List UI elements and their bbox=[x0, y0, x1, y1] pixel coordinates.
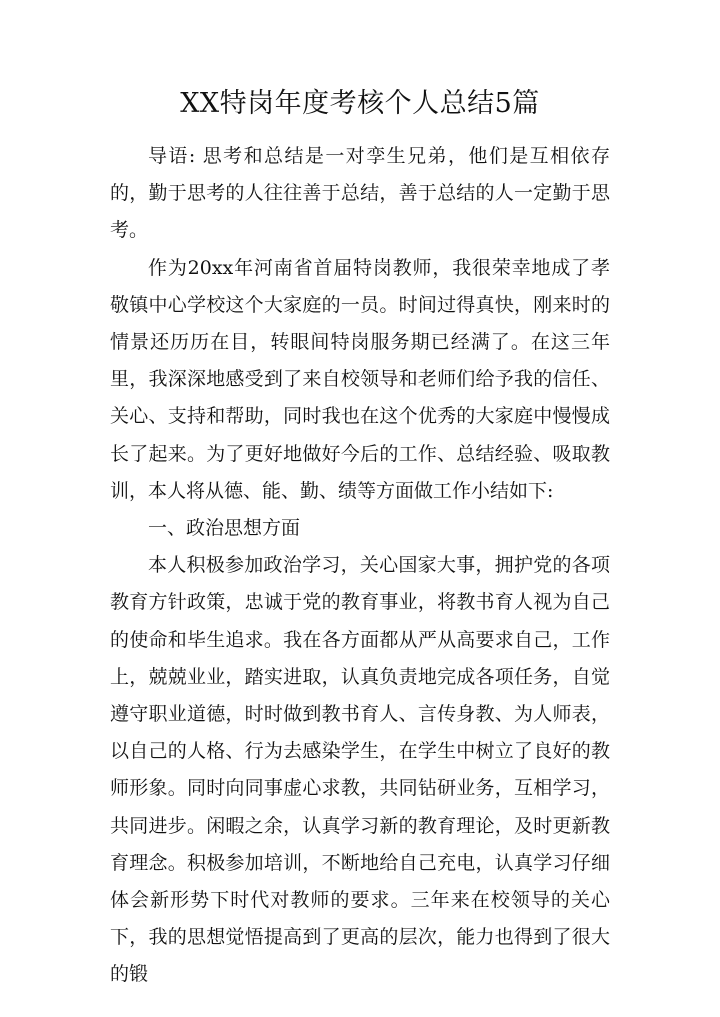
intro-paragraph: 导语: 思考和总结是一对孪生兄弟，他们是互相依存的，勤于思考的人往往善于总结，善于总结的人一定勤于思考。 bbox=[110, 145, 610, 242]
document-title: XX特岗年度考核个人总结5篇 bbox=[180, 88, 540, 119]
section-heading-political: 一、政治思想方面 bbox=[148, 517, 301, 540]
background-paragraph: 作为20xx年河南省首届特岗教师，我很荣幸地成了孝敬镇中心学校这个大家庭的一员。时间过得真快，刚来时的情景还历历在目，转眼间特岗服务期已经满了。在这三年里，我深深地感受到了来自校领导和老师们给予我的信任、关心、支持和帮助，同时我也在这个优秀的大家庭中慢慢成长了起来。为了更好地做好今后的工作、总结经验、吸取教训，本人将从德、能、勤、绩等方面做工作小结如下: bbox=[110, 256, 610, 502]
political-paragraph: 本人积极参加政治学习，关心国家大事，拥护党的各项教育方针政策，忠诚于党的教育事业，将教书育人视为自己的使命和毕生追求。我在各方面都从严从高要求自己，工作上，兢兢业业，踏实进取，认真负责地完成各项任务，自觉遵守职业道德，时时做到教书育人、言传身教、为人师表，以自己的人格、行为去感染学生，在学生中树立了良好的教师形象。同时向同事虚心求教，共同钻研业务，互相学习，共同进步。闲暇之余，认真学习新的教育理论，及时更新教育理念。积极参加培训，不断地给自己充电，认真学习仔细体会新形势下时代对教师的要求。三年来在校领导的关心下，我的思想觉悟提高到了更高的层次，能力也得到了很大的锻 bbox=[110, 554, 610, 986]
document-body bbox=[110, 138, 610, 994]
